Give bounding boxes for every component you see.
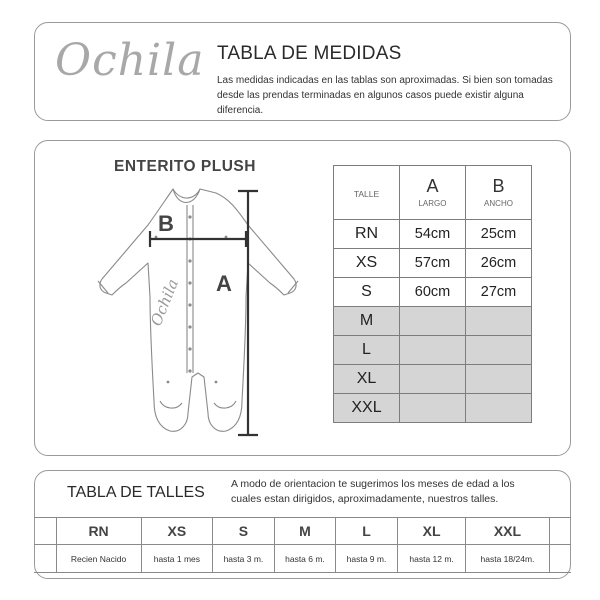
table-row: XS 57cm 26cm xyxy=(334,249,532,278)
page-description: Las medidas indicadas en las tablas son aproximadas. Si bien son tomadas desde las prendas terminadas en algunos casos puede existir alguna diferencia. xyxy=(217,75,553,116)
garment-title: ENTERITO PLUSH xyxy=(114,158,256,175)
table-row: XXL xyxy=(334,394,532,423)
garment-logo: Ochila xyxy=(147,276,183,329)
garment-drawing xyxy=(48,177,308,447)
age-cell: hasta 18/24m. xyxy=(466,545,549,573)
size-guide-table xyxy=(34,517,571,573)
page-title: TABLA DE MEDIDAS xyxy=(217,43,402,64)
table-row: S 60cm 27cm xyxy=(334,278,532,307)
age-cell: hasta 9 m. xyxy=(336,545,398,573)
size-cell: S xyxy=(213,518,275,545)
table-row: XL xyxy=(334,365,532,394)
label-a: A xyxy=(216,271,232,296)
header-largo: A LARGO xyxy=(400,166,466,220)
table-row: RN 54cm 25cm xyxy=(334,220,532,249)
table-row: L xyxy=(334,336,532,365)
age-row xyxy=(34,545,571,573)
age-cell: hasta 6 m. xyxy=(274,545,336,573)
label-b: B xyxy=(158,211,174,236)
header-ancho: B ANCHO xyxy=(466,166,532,220)
size-cell: RN xyxy=(56,518,141,545)
brand-logo: Ochila xyxy=(55,35,205,86)
size-guide-title: TABLA DE TALLES xyxy=(67,484,205,501)
size-cell: XS xyxy=(141,518,213,545)
size-guide-description: A modo de orientacion te sugerimos los meses de edad a los cuales estan dirigidos, aproximadamente, nuestros talles. xyxy=(231,478,515,505)
age-cell: hasta 3 m. xyxy=(213,545,275,573)
size-cell: XXL xyxy=(466,518,549,545)
size-row xyxy=(34,518,571,545)
header-panel xyxy=(34,22,571,121)
age-cell: hasta 1 mes xyxy=(141,545,213,573)
table-row: M xyxy=(334,307,532,336)
age-cell: Recien Nacido xyxy=(56,545,141,573)
garment-panel xyxy=(34,140,571,456)
measurements-table xyxy=(333,165,532,423)
size-guide-panel xyxy=(34,470,571,579)
header-talle: TALLE xyxy=(334,166,400,220)
size-cell: L xyxy=(336,518,398,545)
age-cell: hasta 12 m. xyxy=(397,545,466,573)
size-cell: XL xyxy=(397,518,466,545)
size-cell: M xyxy=(274,518,336,545)
